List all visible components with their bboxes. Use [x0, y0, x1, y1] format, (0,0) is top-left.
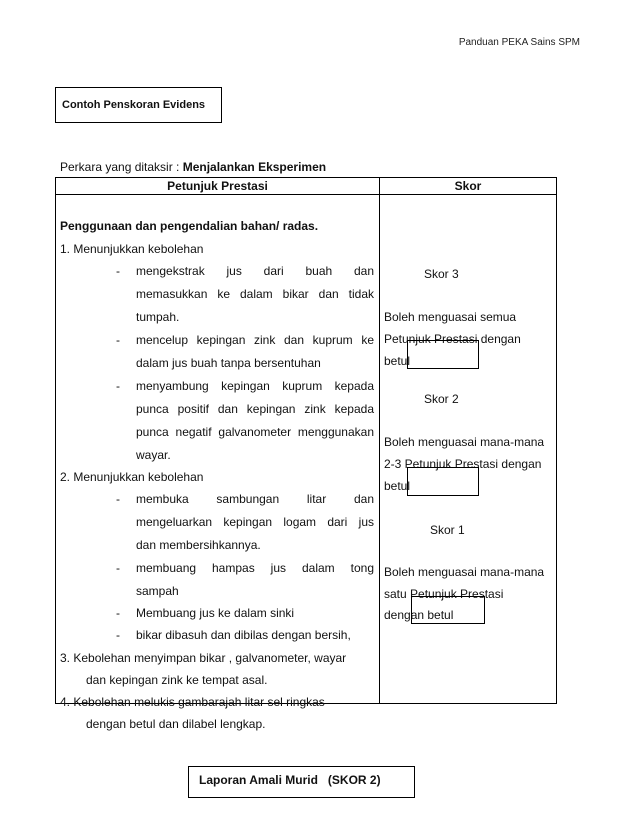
column-header-petunjuk: Petunjuk Prestasi [56, 178, 380, 195]
running-header: Panduan PEKA Sains SPM [458, 37, 580, 48]
bullet-2-line-1: mencelup kepingan zink dan kuprum ke [136, 333, 374, 347]
report-label: Laporan Amali Murid (SKOR 2) [199, 773, 381, 787]
bullet-1-line-3: tumpah. [136, 310, 180, 324]
criteria-item-4-line-2: dengan betul dan dilabel lengkap. [86, 717, 266, 731]
criteria-cell [56, 195, 380, 731]
bullet-dash: - [116, 628, 120, 642]
score-2-title: Skor 2 [424, 392, 459, 406]
bullet-dash: - [116, 264, 120, 278]
score-1-line-1: Boleh menguasai mana-mana [384, 565, 545, 579]
bullet-dash: - [116, 333, 120, 347]
bullet-3-line-3: punca negatif galvanometer menggunakan [136, 425, 374, 439]
report-label-box [188, 766, 415, 798]
bullet-6: Membuang jus ke dalam sinki [136, 606, 295, 620]
bullet-5-line-1: membuang hampas jus dalam tong [136, 561, 374, 575]
score-2-line-2: 2-3 Petunjuk Prestasi dengan [384, 457, 542, 471]
bullet-5-line-2: sampah [136, 584, 179, 598]
criteria-item-1: 1. Menunjukkan kebolehan [60, 242, 204, 256]
section-title: Contoh Penskoran Evidens [62, 99, 206, 111]
bullet-3-line-2: punca positif dan kepingan zink kepada [136, 402, 374, 416]
score-1-line-2: satu Petunjuk Prestasi [384, 587, 504, 601]
assessment-value: Menjalankan Eksperimen [182, 160, 327, 174]
score-3-title: Skor 3 [424, 267, 459, 281]
highlight-box [407, 340, 479, 369]
criteria-item-3-line-1: 3. Kebolehan menyimpan bikar , galvanometer, wayar [60, 651, 347, 665]
bullet-2-line-2: dalam jus buah tanpa bersentuhan [136, 356, 321, 370]
section-title-box [55, 87, 222, 123]
assessment-item [60, 160, 326, 174]
score-1-title: Skor 1 [430, 523, 465, 537]
criteria-item-4-line-1: 4. Kebolehan melukis gambarajah litar sel ringkas [60, 695, 325, 709]
criteria-heading: Penggunaan dan pengendalian bahan/ radas. [60, 219, 319, 233]
column-header-skor: Skor [380, 178, 557, 195]
criteria-item-3-line-2: dan kepingan zink ke tempat asal. [86, 673, 268, 687]
criteria-item-2: 2. Menunjukkan kebolehan [60, 470, 204, 484]
score-2-line-1: Boleh menguasai mana-mana [384, 435, 545, 449]
score-3-line-2: Petunjuk Prestasi dengan [384, 332, 521, 346]
scoring-table [55, 177, 557, 731]
highlight-box [411, 596, 485, 624]
bullet-3-line-4: wayar. [136, 448, 171, 462]
highlight-box [407, 467, 479, 496]
bullet-7: bikar dibasuh dan dibilas dengan bersih, [136, 628, 351, 642]
bullet-4-line-1: membuka sambungan litar dan [136, 492, 374, 506]
score-3-line-3: betul [384, 354, 411, 368]
bullet-dash: - [116, 606, 120, 620]
score-1-line-3: dengan betul [384, 608, 454, 622]
bullet-dash: - [116, 379, 120, 393]
score-2-line-3: betul [384, 479, 411, 493]
bullet-1-line-2: memasukkan ke dalam bikar dan tidak [136, 287, 374, 301]
score-cell [380, 195, 557, 704]
bullet-4-line-3: dan membersihkannya. [136, 538, 261, 552]
bullet-3-line-1: menyambung kepingan kuprum kepada [136, 379, 374, 393]
assessment-prefix: Perkara yang ditaksir : [60, 160, 183, 174]
bullet-dash: - [116, 561, 120, 575]
score-3-line-1: Boleh menguasai semua [384, 310, 517, 324]
bullet-4-line-2: mengeluarkan kepingan logam dari jus [136, 515, 374, 529]
bullet-1-line-1: mengekstrak jus dari buah dan [136, 264, 374, 278]
bullet-dash: - [116, 492, 120, 506]
